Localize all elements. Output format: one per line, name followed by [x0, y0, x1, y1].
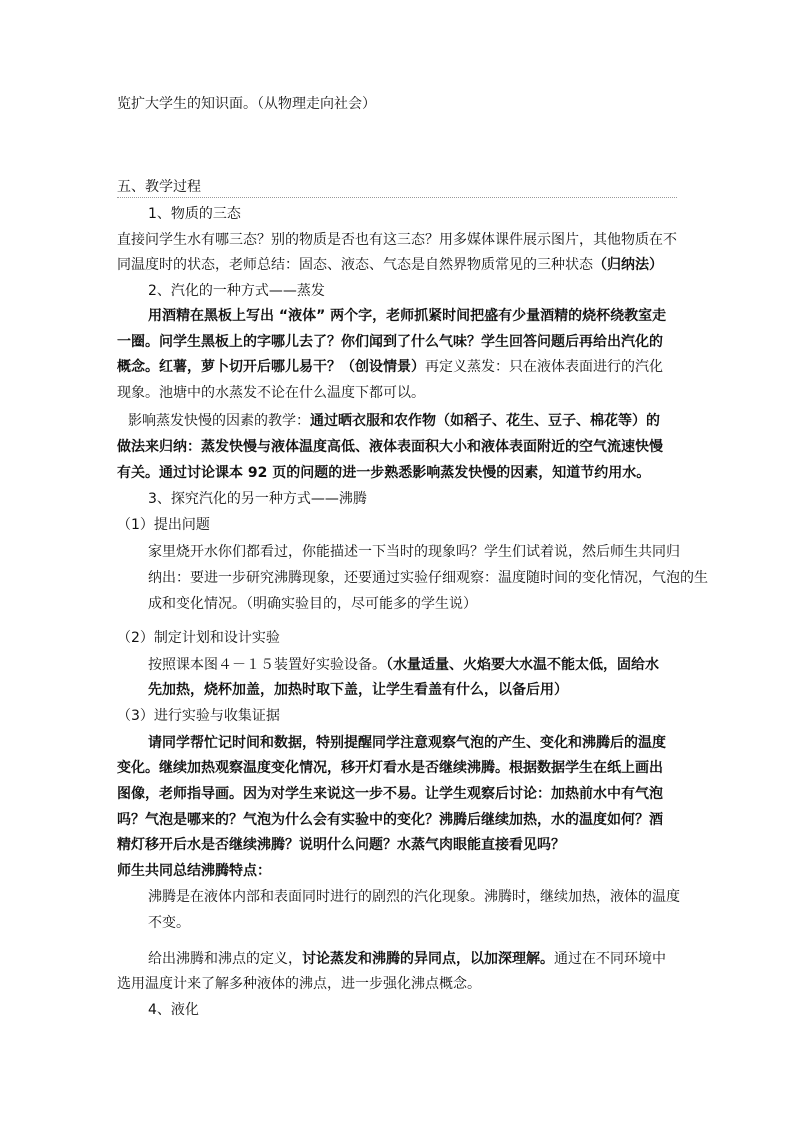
subsection-title: 3、探究汽化的另一种方式——沸腾: [148, 491, 367, 507]
paragraph-line: 直接问学生水有哪三态？别的物质是否也有这三态？用多媒体课件展示图片，其他物质在不: [117, 232, 677, 248]
paragraph-text: 影响蒸发快慢的因素的教学：: [128, 413, 310, 429]
bold-text: 讨论蒸发和沸腾的异同点，以加深理解。: [302, 951, 554, 967]
paragraph-line: 有关。通过讨论课本 92 页的问题的进一步熟悉影响蒸发快慢的因素，知道节约用水。: [117, 465, 651, 481]
paragraph-line: 请同学帮忙记时间和数据，特别提醒同学注意观察气泡的产生、变化和沸腾后的温度: [148, 735, 666, 751]
paragraph-line: 纳出：要进一步研究沸腾现象，还要通过实验仔细观察：温度随时间的变化情况，气泡的生: [148, 570, 708, 586]
paragraph-line: 选用温度计来了解多种液体的沸点，进一步强化沸点概念。: [117, 976, 481, 992]
paragraph-text: 再定义蒸发：只在液体表面进行的汽化: [425, 359, 663, 375]
paragraph-line: 图像，老师指导画。因为对学生来说这一步不易。让学生观察后讨论：加热前水中有气泡: [117, 786, 663, 802]
subsection-title: 1、物质的三态: [148, 206, 241, 222]
paragraph-line: 沸腾是在液体内部和表面同时进行的剧烈的汽化现象。沸腾时，继续加热，液体的温度: [148, 889, 680, 905]
paragraph-line: [148, 949, 666, 969]
paragraph-line: 一圈。问学生黑板上的字哪儿去了？你们闻到了什么气味？学生回答问题后再给出汽化的: [117, 334, 663, 350]
bold-text: （水量适量、火焰要大水温不能太低，固给水: [386, 657, 659, 673]
paragraph-text: 通过在不同环境中: [554, 951, 666, 967]
paragraph-line: 不变。: [148, 915, 190, 931]
step-title: （1）提出问题: [117, 517, 210, 533]
subsection-title: 2、汽化的一种方式——蒸发: [148, 283, 325, 299]
paragraph-line: 现象。池塘中的水蒸发不论在什么温度下都可以。: [117, 385, 425, 401]
paragraph-line: [148, 655, 659, 675]
paragraph-line: 吗？气泡是哪来的？气泡为什么会有实验中的变化？沸腾后继续加热，水的温度如何？酒: [117, 812, 663, 828]
summary-title: 师生共同总结沸腾特点：: [117, 863, 271, 879]
section-title: 五、教学过程: [117, 179, 201, 195]
paragraph-text: 按照课本图４－１５装置好实验设备。: [148, 657, 386, 673]
bold-text: 概念。红薯，萝卜切开后哪儿易干？（创设情景）: [117, 359, 425, 375]
paragraph-line: 做法来归纳：蒸发快慢与液体温度高低、液体表面积大小和液体表面附近的空气流速快慢: [117, 439, 663, 455]
paragraph-text: 同温度时的状态，老师总结：固态、液态、气态是自然界物质常见的三种状态: [117, 257, 593, 273]
step-title: （2）制定计划和设计实验: [117, 630, 280, 646]
bold-text: 通过晒衣服和农作物（如稻子、花生、豆子、棉花等）的: [310, 413, 660, 429]
paragraph-line: 览扩大学生的知识面。（从物理走向社会）: [117, 96, 376, 112]
paragraph-text: 给出沸腾和沸点的定义，: [148, 951, 302, 967]
paragraph-line: 用酒精在黑板上写出 “液体” 两个字，老师抓紧时间把盛有少量酒精的烧杯绕教室走: [148, 308, 667, 324]
paragraph-line: [128, 411, 660, 431]
paragraph-line: 先加热，烧杯加盖，加热时取下盖，让学生看盖有什么，以备后用）: [148, 682, 568, 698]
paragraph-line: [117, 357, 663, 377]
paragraph-line: 精灯移开后水是否继续沸腾？说明什么问题？水蒸气肉眼能直接看见吗？: [117, 837, 565, 853]
section-divider: [117, 197, 677, 198]
paragraph-line: 成和变化情况。（明确实验目的，尽可能多的学生说）: [148, 596, 477, 612]
paragraph-line: 变化。继续加热观察温度变化情况，移开灯看水是否继续沸腾。根据数据学生在纸上画出: [117, 760, 663, 776]
paragraph-line: 家里烧开水你们都看过，你能描述一下当时的现象吗？学生们试着说，然后师生共同归: [148, 544, 680, 560]
step-title: （3）进行实验与收集证据: [117, 708, 280, 724]
bold-text: （归纳法）: [593, 257, 663, 273]
subsection-title: 4、液化: [148, 1002, 199, 1018]
paragraph-line: [117, 255, 663, 275]
